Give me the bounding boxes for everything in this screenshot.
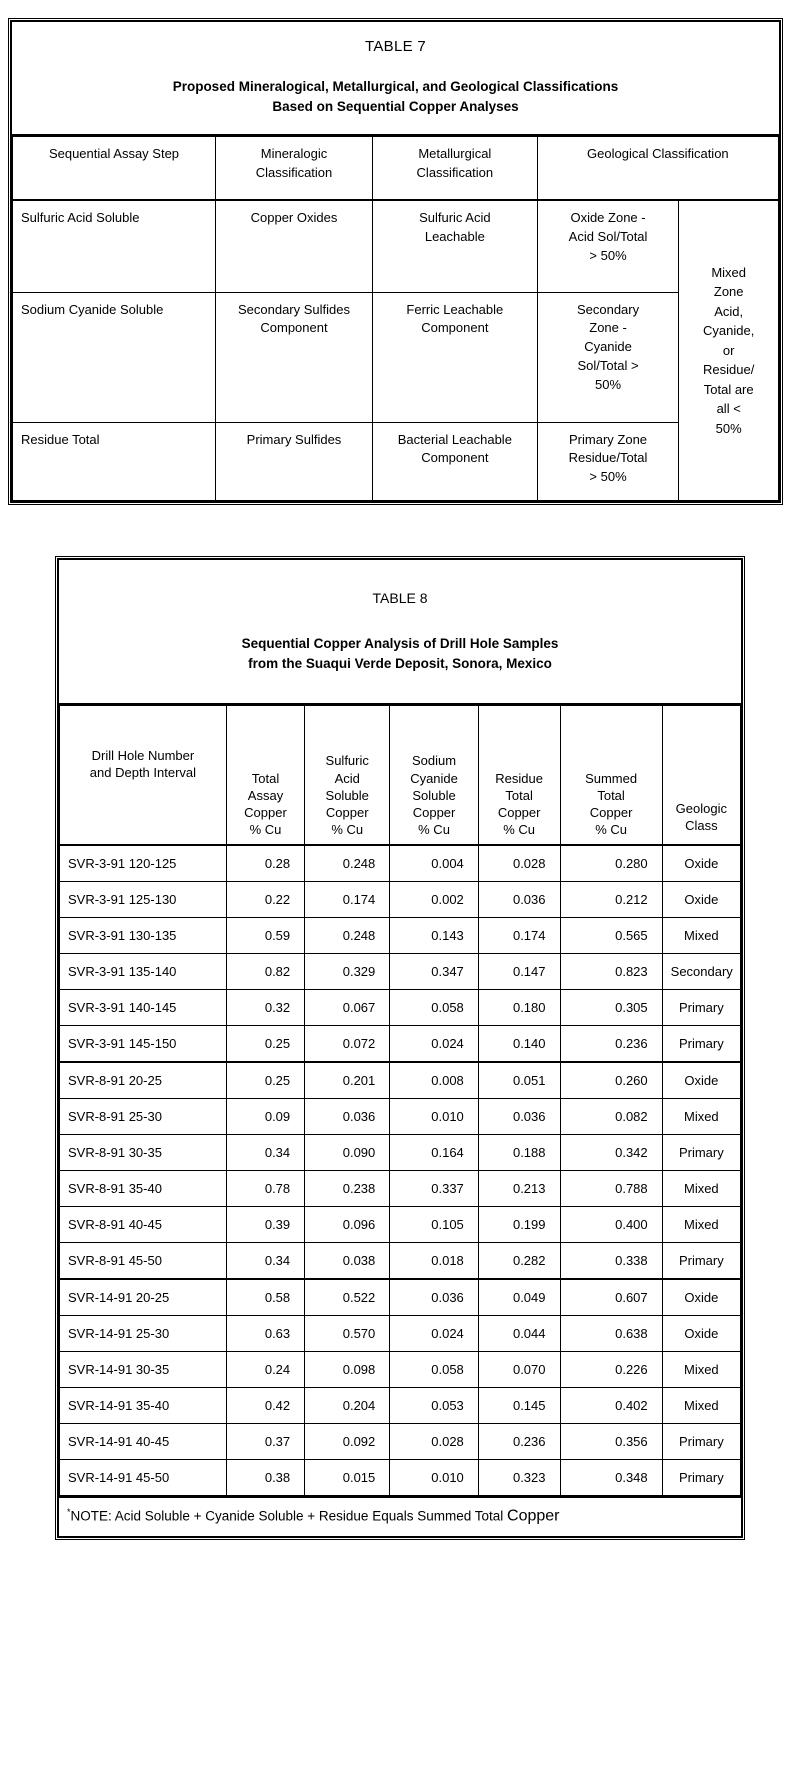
cell-residue-total-copper: 0.140	[478, 1026, 560, 1063]
cell-drill-hole: SVR-3-91 130-135	[60, 918, 227, 954]
cell-summed-total-copper: 0.356	[560, 1424, 662, 1460]
table-8-note	[59, 1496, 741, 1536]
cell-summed-total-copper: 0.236	[560, 1026, 662, 1063]
cell-summed-total-copper: 0.402	[560, 1388, 662, 1424]
row-cyanide-metallurgical-line-1: Ferric Leachable	[406, 301, 504, 317]
table-row[interactable]	[60, 1388, 741, 1424]
table-row[interactable]	[60, 1316, 741, 1352]
row-cyanide-mineralogic-line-1: Secondary Sulfides	[237, 301, 350, 317]
table-8-header-row	[60, 706, 741, 846]
cell-drill-hole: SVR-8-91 30-35	[60, 1135, 227, 1171]
table-7-container	[8, 18, 783, 505]
cell-summed-total-copper: 0.280	[560, 845, 662, 882]
header-line: Class	[685, 817, 718, 833]
row-sulfuric-mineralogic: Copper Oxides	[215, 200, 372, 292]
cell-drill-hole: SVR-8-91 35-40	[60, 1171, 227, 1207]
header-line: and Depth Interval	[89, 765, 197, 781]
header-line: Summed	[585, 770, 638, 786]
cell-residue-total-copper: 0.323	[478, 1460, 560, 1496]
cell-total-assay-copper: 0.34	[226, 1135, 304, 1171]
table-8-subtitle-line-1: Sequential Copper Analysis of Drill Hole Samples	[241, 636, 559, 651]
table-7	[12, 136, 779, 501]
table-7-outer-border	[8, 18, 783, 505]
cell-total-assay-copper: 0.09	[226, 1099, 304, 1135]
mixed-zone-line-9: 50%	[715, 420, 742, 436]
row-residue-geologic-line-3: > 50%	[589, 469, 627, 485]
header-line: % Cu	[503, 821, 536, 837]
cell-geologic-class: Mixed	[662, 1388, 740, 1424]
cell-acid-soluble-copper: 0.238	[305, 1171, 390, 1207]
header-line: Total	[597, 787, 625, 803]
cell-cyanide-soluble-copper: 0.004	[390, 845, 479, 882]
table-row[interactable]	[60, 1171, 741, 1207]
cell-geologic-class: Oxide	[662, 1062, 740, 1099]
header-line: % Cu	[418, 821, 450, 837]
cell-acid-soluble-copper: 0.096	[305, 1207, 390, 1243]
cell-drill-hole: SVR-14-91 35-40	[60, 1388, 227, 1424]
cell-cyanide-soluble-copper: 0.143	[390, 918, 479, 954]
cell-residue-total-copper: 0.147	[478, 954, 560, 990]
cell-geologic-class: Oxide	[662, 1279, 740, 1316]
cell-residue-total-copper: 0.036	[478, 882, 560, 918]
mixed-zone-line-3: Acid,	[714, 303, 744, 319]
cell-summed-total-copper: 0.212	[560, 882, 662, 918]
cell-drill-hole: SVR-14-91 45-50	[60, 1460, 227, 1496]
header-line: Total	[505, 787, 533, 803]
cell-drill-hole: SVR-14-91 30-35	[60, 1352, 227, 1388]
row-sulfuric-geologic-line-3: > 50%	[589, 247, 627, 263]
cell-cyanide-soluble-copper: 0.105	[390, 1207, 479, 1243]
cell-drill-hole: SVR-3-91 135-140	[60, 954, 227, 990]
header-line: Copper	[497, 804, 541, 820]
row-cyanide-geologic-line-1: Secondary	[576, 301, 640, 317]
cell-total-assay-copper: 0.37	[226, 1424, 304, 1460]
cell-acid-soluble-copper: 0.570	[305, 1316, 390, 1352]
mixed-zone-line-2: Zone	[713, 284, 744, 300]
table-8-subtitle	[69, 634, 731, 673]
cell-cyanide-soluble-copper: 0.058	[390, 1352, 479, 1388]
table-row[interactable]	[60, 954, 741, 990]
cell-total-assay-copper: 0.39	[226, 1207, 304, 1243]
table-7-title-block	[12, 22, 779, 136]
cell-residue-total-copper: 0.049	[478, 1279, 560, 1316]
cell-summed-total-copper: 0.823	[560, 954, 662, 990]
table-8-outer-border	[55, 556, 745, 1540]
cell-drill-hole: SVR-14-91 20-25	[60, 1279, 227, 1316]
mixed-zone-line-1: Mixed	[711, 264, 747, 280]
table-8-note-text: NOTE: Acid Soluble + Cyanide Soluble + Residue Equals Summed Total	[70, 1508, 508, 1524]
table-7-header-assay-step: Sequential Assay Step	[13, 137, 216, 201]
header-line: % Cu	[249, 821, 282, 837]
cell-summed-total-copper: 0.260	[560, 1062, 662, 1099]
cell-cyanide-soluble-copper: 0.024	[390, 1026, 479, 1063]
cell-cyanide-soluble-copper: 0.018	[390, 1243, 479, 1280]
cell-residue-total-copper: 0.028	[478, 845, 560, 882]
cell-geologic-class: Mixed	[662, 1352, 740, 1388]
table-8-header-col-5	[560, 706, 662, 846]
cell-geologic-class: Primary	[662, 1424, 740, 1460]
table-7-header-mineralogic	[215, 137, 372, 201]
cell-summed-total-copper: 0.400	[560, 1207, 662, 1243]
cell-acid-soluble-copper: 0.329	[305, 954, 390, 990]
table-row[interactable]	[60, 1207, 741, 1243]
header-line: Copper	[589, 804, 633, 820]
cell-total-assay-copper: 0.58	[226, 1279, 304, 1316]
table-8-note-copper: Copper	[507, 1507, 560, 1525]
cell-residue-total-copper: 0.236	[478, 1424, 560, 1460]
row-sulfuric-geologic-line-2: Acid Sol/Total	[568, 228, 648, 244]
cell-total-assay-copper: 0.59	[226, 918, 304, 954]
table-8-header-geologic-class	[662, 706, 740, 846]
cell-cyanide-soluble-copper: 0.347	[390, 954, 479, 990]
cell-cyanide-soluble-copper: 0.036	[390, 1279, 479, 1316]
cell-acid-soluble-copper: 0.248	[305, 918, 390, 954]
cell-residue-total-copper: 0.282	[478, 1243, 560, 1280]
row-sulfuric-geologic	[537, 200, 679, 292]
row-residue-assay-step: Residue Total	[13, 422, 216, 500]
cell-geologic-class: Mixed	[662, 1171, 740, 1207]
row-cyanide-metallurgical	[373, 292, 538, 422]
header-line: % Cu	[595, 821, 627, 837]
table-row[interactable]	[60, 1243, 741, 1280]
row-cyanide-geologic-line-4: Sol/Total >	[577, 358, 639, 374]
cell-acid-soluble-copper: 0.201	[305, 1062, 390, 1099]
row-sulfuric-metallurgical-line-1: Sulfuric Acid	[419, 210, 491, 226]
cell-residue-total-copper: 0.213	[478, 1171, 560, 1207]
row-cyanide-geologic	[537, 292, 679, 422]
header-line: Drill Hole Number	[91, 747, 195, 763]
table-8-head	[60, 706, 741, 846]
header-metallurgical-line-2: Classification	[416, 164, 494, 180]
row-residue-metallurgical	[373, 422, 538, 500]
row-residue-geologic-line-1: Primary Zone	[569, 431, 648, 447]
cell-drill-hole: SVR-8-91 40-45	[60, 1207, 227, 1243]
cell-cyanide-soluble-copper: 0.010	[390, 1460, 479, 1496]
cell-drill-hole: SVR-14-91 25-30	[60, 1316, 227, 1352]
cell-summed-total-copper: 0.338	[560, 1243, 662, 1280]
cell-total-assay-copper: 0.24	[226, 1352, 304, 1388]
table-8-inner-border	[57, 558, 743, 1538]
table-7-row-sulfuric	[13, 200, 779, 292]
header-line: Residue	[495, 770, 543, 786]
cell-summed-total-copper: 0.565	[560, 918, 662, 954]
header-line: % Cu	[331, 821, 364, 837]
table-8-header-col-2	[305, 706, 390, 846]
table-row[interactable]	[60, 1279, 741, 1316]
cell-summed-total-copper: 0.305	[560, 990, 662, 1026]
row-cyanide-geologic-line-5: 50%	[595, 377, 622, 392]
table-row[interactable]	[60, 1352, 741, 1388]
header-line: Acid	[334, 770, 360, 786]
cell-total-assay-copper: 0.28	[226, 845, 304, 882]
cell-acid-soluble-copper: 0.067	[305, 990, 390, 1026]
cell-cyanide-soluble-copper: 0.028	[390, 1424, 479, 1460]
table-8-subtitle-line-2: from the Suaqui Verde Deposit, Sonora, Mexico	[248, 655, 552, 671]
table-row[interactable]	[60, 1062, 741, 1099]
cell-drill-hole: SVR-8-91 45-50	[60, 1243, 227, 1280]
cell-drill-hole: SVR-3-91 140-145	[60, 990, 227, 1026]
cell-acid-soluble-copper: 0.090	[305, 1135, 390, 1171]
table-8-body	[60, 845, 741, 1496]
cell-cyanide-soluble-copper: 0.337	[390, 1171, 479, 1207]
row-cyanide-assay-step: Sodium Cyanide Soluble	[13, 292, 216, 422]
table-7-title: TABLE 7	[364, 38, 427, 55]
cell-cyanide-soluble-copper: 0.002	[390, 882, 479, 918]
row-sulfuric-metallurgical	[373, 200, 538, 292]
cell-residue-total-copper: 0.044	[478, 1316, 560, 1352]
table-row[interactable]	[60, 1424, 741, 1460]
cell-residue-total-copper: 0.174	[478, 918, 560, 954]
header-mineralogic-line-1: Mineralogic	[260, 146, 328, 162]
table-row[interactable]	[60, 882, 741, 918]
row-cyanide-geologic-line-2: Zone -	[589, 320, 627, 336]
cell-total-assay-copper: 0.32	[226, 990, 304, 1026]
note-asterisk-icon: *	[67, 1507, 71, 1518]
table-7-subtitle-line-2: Based on Sequential Copper Analyses	[272, 98, 519, 114]
cell-summed-total-copper: 0.638	[560, 1316, 662, 1352]
cell-residue-total-copper: 0.199	[478, 1207, 560, 1243]
mixed-zone-line-5: or	[722, 342, 735, 358]
cell-total-assay-copper: 0.25	[226, 1062, 304, 1099]
cell-acid-soluble-copper: 0.036	[305, 1099, 390, 1135]
cell-residue-total-copper: 0.188	[478, 1135, 560, 1171]
cell-geologic-class: Secondary	[662, 954, 740, 990]
header-line: Soluble	[325, 787, 369, 803]
cell-residue-total-copper: 0.180	[478, 990, 560, 1026]
table-7-header-geological: Geological Classification	[537, 137, 778, 201]
cell-summed-total-copper: 0.226	[560, 1352, 662, 1388]
cell-cyanide-soluble-copper: 0.164	[390, 1135, 479, 1171]
header-line: Geologic	[675, 800, 727, 816]
cell-acid-soluble-copper: 0.098	[305, 1352, 390, 1388]
table-7-inner-border	[10, 20, 781, 503]
cell-geologic-class: Mixed	[662, 1207, 740, 1243]
cell-total-assay-copper: 0.25	[226, 1026, 304, 1063]
cell-summed-total-copper: 0.788	[560, 1171, 662, 1207]
mixed-zone-line-7: Total are	[703, 381, 754, 397]
row-residue-mineralogic: Primary Sulfides	[215, 422, 372, 500]
cell-geologic-class: Primary	[662, 1135, 740, 1171]
table-row[interactable]	[60, 1026, 741, 1063]
header-mineralogic-line-2: Classification	[255, 164, 333, 180]
cell-geologic-class: Mixed	[662, 1099, 740, 1135]
header-line: Copper	[412, 804, 456, 820]
mixed-zone-line-4: Cyanide,	[703, 323, 755, 339]
row-cyanide-mineralogic-line-2: Component	[260, 320, 328, 336]
cell-geologic-class: Primary	[662, 1243, 740, 1280]
cell-acid-soluble-copper: 0.522	[305, 1279, 390, 1316]
table-8-container	[55, 556, 745, 1540]
row-sulfuric-geologic-line-1: Oxide Zone -	[570, 210, 646, 226]
row-cyanide-mineralogic	[215, 292, 372, 422]
cell-cyanide-soluble-copper: 0.008	[390, 1062, 479, 1099]
table-7-mixed-zone-cell	[679, 200, 779, 500]
table-row[interactable]	[60, 918, 741, 954]
row-residue-metallurgical-line-1: Bacterial Leachable	[397, 431, 512, 447]
cell-residue-total-copper: 0.070	[478, 1352, 560, 1388]
table-8	[59, 705, 741, 1496]
cell-total-assay-copper: 0.42	[226, 1388, 304, 1424]
cell-geologic-class: Primary	[662, 1026, 740, 1063]
row-cyanide-geologic-line-3: Cyanide	[584, 339, 632, 355]
cell-summed-total-copper: 0.348	[560, 1460, 662, 1496]
table-row[interactable]	[60, 845, 741, 882]
cell-total-assay-copper: 0.34	[226, 1243, 304, 1280]
cell-cyanide-soluble-copper: 0.058	[390, 990, 479, 1026]
cell-cyanide-soluble-copper: 0.053	[390, 1388, 479, 1424]
cell-cyanide-soluble-copper: 0.024	[390, 1316, 479, 1352]
header-line: Copper	[325, 804, 369, 820]
cell-geologic-class: Primary	[662, 990, 740, 1026]
cell-drill-hole: SVR-3-91 125-130	[60, 882, 227, 918]
cell-acid-soluble-copper: 0.204	[305, 1388, 390, 1424]
mixed-zone-line-6: Residue/	[703, 362, 755, 378]
cell-drill-hole: SVR-8-91 20-25	[60, 1062, 227, 1099]
table-8-header-col-3	[390, 706, 479, 846]
cell-total-assay-copper: 0.82	[226, 954, 304, 990]
cell-geologic-class: Oxide	[662, 1316, 740, 1352]
cell-residue-total-copper: 0.145	[478, 1388, 560, 1424]
table-row[interactable]	[60, 1135, 741, 1171]
cell-summed-total-copper: 0.082	[560, 1099, 662, 1135]
cell-geologic-class: Oxide	[662, 882, 740, 918]
cell-drill-hole: SVR-8-91 25-30	[60, 1099, 227, 1135]
cell-acid-soluble-copper: 0.038	[305, 1243, 390, 1280]
header-line: Total	[251, 770, 280, 786]
row-residue-geologic	[537, 422, 679, 500]
cell-residue-total-copper: 0.036	[478, 1099, 560, 1135]
header-line: Sodium	[412, 753, 457, 769]
cell-geologic-class: Mixed	[662, 918, 740, 954]
table-8-header-drill-hole	[60, 706, 227, 846]
row-residue-geologic-line-2: Residue/Total	[568, 450, 648, 466]
cell-geologic-class: Primary	[662, 1460, 740, 1496]
cell-acid-soluble-copper: 0.174	[305, 882, 390, 918]
table-8-title-block	[59, 560, 741, 705]
header-metallurgical-line-1: Metallurgical	[418, 146, 492, 162]
table-7-row-cyanide	[13, 292, 779, 422]
row-residue-metallurgical-line-2: Component	[421, 450, 489, 466]
cell-residue-total-copper: 0.051	[478, 1062, 560, 1099]
table-8-title: TABLE 8	[372, 590, 428, 606]
cell-total-assay-copper: 0.22	[226, 882, 304, 918]
mixed-zone-line-8: all <	[716, 401, 741, 417]
table-row[interactable]	[60, 1460, 741, 1496]
cell-acid-soluble-copper: 0.072	[305, 1026, 390, 1063]
table-row[interactable]	[60, 990, 741, 1026]
table-7-header-metallurgical	[373, 137, 538, 201]
cell-acid-soluble-copper: 0.015	[305, 1460, 390, 1496]
table-7-row-residue	[13, 422, 779, 500]
cell-summed-total-copper: 0.607	[560, 1279, 662, 1316]
cell-cyanide-soluble-copper: 0.010	[390, 1099, 479, 1135]
row-cyanide-metallurgical-line-2: Component	[421, 320, 489, 336]
cell-drill-hole: SVR-3-91 120-125	[60, 845, 227, 882]
table-8-header-col-1	[226, 706, 304, 846]
table-7-subtitle	[22, 77, 769, 116]
header-line: Copper	[244, 804, 287, 820]
row-sulfuric-metallurgical-line-2: Leachable	[424, 228, 485, 244]
table-8-header-col-4	[478, 706, 560, 846]
cell-summed-total-copper: 0.342	[560, 1135, 662, 1171]
cell-drill-hole: SVR-14-91 40-45	[60, 1424, 227, 1460]
header-line: Assay	[247, 787, 284, 803]
cell-drill-hole: SVR-3-91 145-150	[60, 1026, 227, 1063]
cell-acid-soluble-copper: 0.248	[305, 845, 390, 882]
cell-geologic-class: Oxide	[662, 845, 740, 882]
table-row[interactable]	[60, 1099, 741, 1135]
table-7-subtitle-line-1: Proposed Mineralogical, Metallurgical, and Geological Classifications	[172, 79, 619, 94]
table-7-header-row	[13, 137, 779, 201]
header-line: Sulfuric	[325, 753, 369, 769]
row-sulfuric-assay-step: Sulfuric Acid Soluble	[13, 200, 216, 292]
cell-total-assay-copper: 0.63	[226, 1316, 304, 1352]
cell-total-assay-copper: 0.78	[226, 1171, 304, 1207]
header-line: Cyanide	[410, 770, 458, 786]
cell-acid-soluble-copper: 0.092	[305, 1424, 390, 1460]
cell-total-assay-copper: 0.38	[226, 1460, 304, 1496]
header-line: Soluble	[412, 787, 456, 803]
